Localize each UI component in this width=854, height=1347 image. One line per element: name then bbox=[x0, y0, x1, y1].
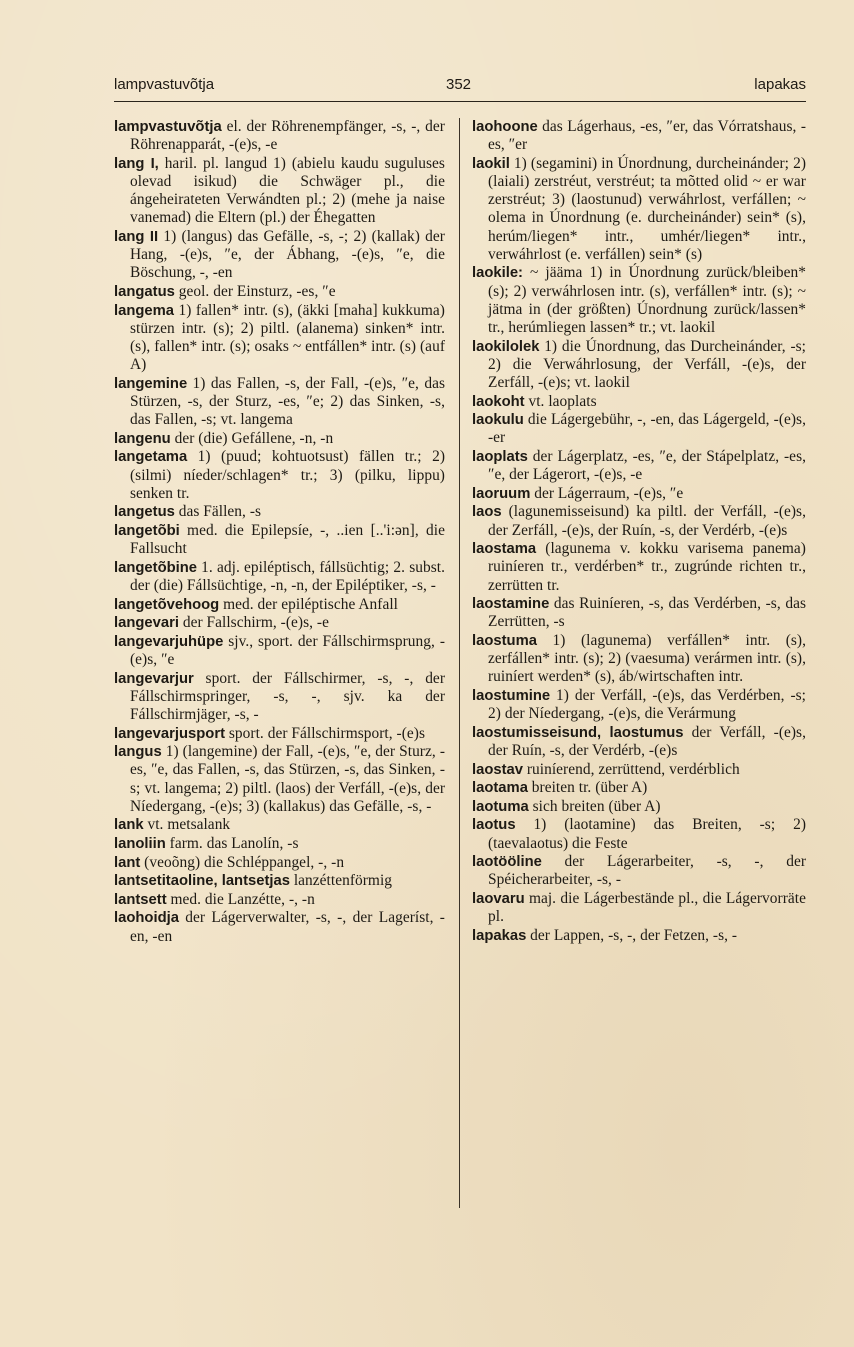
entry-headword: lampvastuvõtja bbox=[114, 119, 222, 135]
dictionary-entry bbox=[114, 283, 445, 301]
entry-text: der (die) Gefállene, -n, -n bbox=[174, 429, 334, 447]
entry-text: 1) (langemine) der Fall, -(e)s, ″e, der Sturz, -es, ″e, das Fallen, -s, das Stürzen, -s, das Sinken, -s; vt. langema; 2) piltl. (laos) der Verfáll, -(e)s, der Níedergang, -(e)s; 3) (kallakus) das Gefälle, -s, - bbox=[130, 743, 445, 815]
entry-text: der Lágerverwalter, -s, -, der Lageríst, -en, -en bbox=[130, 909, 445, 945]
entry-text: 1) (segamini) in Únordnung, durcheinánder; 2) (laiali) zerstréut, verstréut; ta mõtted olid ~ er war zerstréut; 3) (laostunud) verwáhrlost, verfállen; ~ olema in Únordnung (e. durcheinánder) sein* (s), herúm/liegen* intr., umhér/liegen* intr., verwáhrlost (e. verfállen) sein* (s) bbox=[488, 154, 806, 263]
dictionary-entry bbox=[472, 393, 806, 411]
entry-text: 1) (langus) das Gefälle, -s, -; 2) (kallak) der Hang, -(e)s, ″e, der Ábhang, -(e)s, ″e, die Böschung, -, -en bbox=[130, 228, 445, 282]
dictionary-entry bbox=[472, 485, 806, 503]
entry-text: geol. der Einsturz, -es, ″e bbox=[178, 283, 336, 300]
entry-text: 1. adj. epiléptisch, fállsüchtig; 2. subst. der (die) Fállsüchtige, -n, -n, der Epiléptiker, -s, - bbox=[130, 558, 445, 594]
entry-text: med. der epiléptische Anfall bbox=[223, 595, 399, 613]
entry-text: sport. der Fállschirmer, -s, -, der Fállschirmspringer, -s, -, sjv. ka der Fállschirmjäger, -s, - bbox=[130, 669, 445, 723]
dictionary-entry bbox=[472, 118, 806, 154]
entry-text: sjv., sport. der Fállschirmsprung, -(e)s, ″e bbox=[130, 632, 445, 668]
entry-headword: langetus bbox=[114, 504, 175, 521]
dictionary-entry bbox=[114, 872, 445, 890]
dictionary-entry bbox=[114, 725, 445, 743]
entry-text: der Verfáll, -(e)s, der Ruín, -s, der Verdérb, -(e)s bbox=[488, 723, 806, 759]
entry-headword: langemine bbox=[114, 375, 188, 392]
entry-text: ruiníerend, zerrüttend, verdérblich bbox=[526, 760, 740, 778]
entry-headword: laokulu bbox=[472, 412, 524, 429]
entry-text: der Lágerarbeiter, -s, -, der Spéicherarbeiter, -s, - bbox=[488, 853, 806, 889]
entry-headword: langetama bbox=[114, 449, 188, 466]
entry-headword: langevarjusport bbox=[114, 725, 226, 742]
entry-text: der Lágerraum, -(e)s, ″e bbox=[534, 484, 684, 502]
entry-text: 1) (laotamine) das Breiten, -s; 2) (taevalaotus) die Feste bbox=[488, 816, 806, 852]
entry-text: haril. pl. langud 1) (abielu kaudu suguluses olevad isikud) die Schwäger pl., die ángeheirateten Verwándten pl.; 2) (mehe ja naise vanemad) die Eltern (pl.) der Éhegatten bbox=[130, 154, 445, 227]
entry-text: vt. laoplats bbox=[528, 392, 597, 410]
dictionary-entry bbox=[114, 854, 445, 872]
dictionary-entry bbox=[472, 411, 806, 447]
entry-text: der Lappen, -s, -, der Fetzen, -s, - bbox=[530, 926, 738, 944]
entry-text: maj. die Lágerbestände pl., die Lágervorräte pl. bbox=[488, 889, 806, 926]
entry-headword: laos bbox=[472, 504, 502, 521]
dictionary-entry bbox=[114, 503, 445, 521]
dictionary-entry bbox=[114, 670, 445, 725]
entry-text: med. die Epilepsíe, -, ..ien [..'i:ən], die Fallsucht bbox=[130, 521, 445, 558]
entry-text: vt. metsalank bbox=[147, 816, 231, 834]
entry-text: 1) die Únordnung, das Durcheinánder, -s; 2) die Verwáhrlosung, der Verfáll, -(e)s, der Zerfáll, -(e)s; vt. laokil bbox=[488, 337, 806, 392]
dictionary-entry bbox=[114, 118, 445, 154]
dictionary-entry bbox=[472, 503, 806, 539]
entry-headword: lang II bbox=[114, 229, 159, 245]
dictionary-entry bbox=[114, 614, 445, 632]
entry-text: 1) der Verfáll, -(e)s, das Verdérben, -s; 2) der Níedergang, -(e)s, die Verármung bbox=[488, 686, 806, 723]
left-guide-word: lampvastuvõtja bbox=[114, 76, 215, 93]
entry-headword: laohoone bbox=[472, 119, 538, 135]
dictionary-entry bbox=[472, 779, 806, 797]
entry-headword: laokil bbox=[472, 155, 510, 172]
dictionary-entry bbox=[114, 835, 445, 853]
entry-headword: langenu bbox=[114, 430, 171, 447]
dictionary-entry bbox=[114, 430, 445, 448]
dictionary-entry bbox=[114, 816, 445, 834]
entry-text: das Fällen, -s bbox=[178, 503, 262, 521]
entry-text: das Lágerhaus, -es, ″er, das Vórratshaus, -es, ″er bbox=[488, 118, 806, 154]
entry-headword: laostumine bbox=[472, 687, 551, 704]
dictionary-entry bbox=[114, 302, 445, 375]
entry-text: el. der Röhrenempfänger, -s, -, der Röhrenapparát, -(e)s, -e bbox=[130, 118, 445, 154]
dictionary-entry bbox=[472, 890, 806, 926]
entry-text: (lagunema v. kokku varisema panema) ruiníeren tr., verdérben* tr., zugrúnde richten tr., zerrütten tr. bbox=[488, 540, 806, 594]
entry-headword: laotööline bbox=[472, 854, 542, 871]
entry-headword: laovaru bbox=[472, 890, 525, 907]
entry-headword: langevari bbox=[114, 615, 179, 632]
left-column bbox=[114, 118, 445, 946]
dictionary-entry bbox=[114, 155, 445, 228]
header-rule bbox=[114, 101, 806, 102]
dictionary-entry bbox=[472, 816, 806, 852]
dictionary-entry bbox=[472, 724, 806, 760]
entry-text: die Lágergebühr, -, -en, das Lágergeld, -(e)s, -er bbox=[488, 411, 806, 447]
entry-headword: langetõvehoog bbox=[114, 596, 220, 613]
entry-headword: langevarjuhüpe bbox=[114, 633, 224, 650]
entry-headword: langatus bbox=[114, 284, 175, 300]
entry-headword: laokoht bbox=[472, 393, 525, 410]
dictionary-entry bbox=[472, 761, 806, 779]
entry-headword: laotama bbox=[472, 780, 528, 797]
dictionary-entry bbox=[114, 559, 445, 595]
entry-headword: lapakas bbox=[472, 927, 527, 944]
entry-text: das Ruiníeren, -s, das Verdérben, -s, das Zerrütten, -s bbox=[488, 595, 806, 631]
entry-text: med. die Lanzétte, -, -n bbox=[170, 890, 315, 908]
dictionary-entry bbox=[114, 228, 445, 283]
dictionary-entry bbox=[472, 853, 806, 889]
entry-headword: laotus bbox=[472, 817, 516, 834]
column-divider bbox=[459, 118, 460, 1208]
entry-headword: laostamine bbox=[472, 596, 550, 613]
entry-text: der Fallschirm, -(e)s, -e bbox=[182, 614, 329, 632]
entry-headword: lant bbox=[114, 854, 141, 871]
entry-headword: laohoidja bbox=[114, 910, 179, 927]
dictionary-entry bbox=[472, 632, 806, 687]
dictionary-entry bbox=[114, 633, 445, 669]
entry-text: 1) (puud; kohtuotsust) fällen tr.; 2) (silmi) níeder/schlagen* tr.; 3) (pilku, lippu) senken tr. bbox=[130, 448, 445, 502]
entry-headword: langetõbine bbox=[114, 559, 198, 576]
entry-text: breiten tr. (über A) bbox=[531, 779, 648, 797]
entry-text: sport. der Fállschirmsport, -(e)s bbox=[228, 724, 426, 742]
entry-headword: laokilolek bbox=[472, 338, 540, 355]
right-column bbox=[472, 118, 806, 945]
entry-headword: lank bbox=[114, 817, 144, 834]
entry-text: der Lágerplatz, -es, ″e, der Stápelplatz, -es, ″e, der Lágerort, -(e)s, -e bbox=[488, 448, 806, 484]
entry-headword: langema bbox=[114, 302, 175, 319]
entry-headword: laostuma bbox=[472, 632, 537, 649]
dictionary-entry bbox=[472, 927, 806, 945]
dictionary-entry bbox=[114, 909, 445, 945]
dictionary-entry bbox=[472, 338, 806, 393]
entry-text: ~ jääma 1) in Únordnung zurück/bleiben* (s); 2) verwáhrlosen intr. (s), verfállen* intr. (s); ~ jätma in (der größten) Únordnung zurück/lassen* tr., herúmliegen lassen* tr.; vt. laokil bbox=[488, 264, 806, 337]
entry-headword: lang I, bbox=[114, 155, 159, 172]
entry-text: 1) (lagunema) verfállen* intr. (s), zerfállen* intr. (s); 2) (vaesuma) verármen intr. (s), ruiníert werden* (s), áb/wirtschaften intr. bbox=[488, 631, 806, 686]
entry-headword: laostav bbox=[472, 761, 523, 778]
entry-headword: langus bbox=[114, 744, 162, 761]
dictionary-entry bbox=[114, 522, 445, 558]
dictionary-entry bbox=[472, 798, 806, 816]
right-guide-word: lapakas bbox=[754, 76, 806, 93]
dictionary-entry bbox=[472, 540, 806, 595]
dictionary-entry bbox=[114, 743, 445, 816]
entry-text: sich breiten (über A) bbox=[532, 797, 661, 815]
dictionary-entry bbox=[114, 375, 445, 430]
dictionary-entry bbox=[472, 155, 806, 264]
entry-headword: langevarjur bbox=[114, 670, 194, 687]
entry-text: 1) das Fallen, -s, der Fall, -(e)s, ″e, das Stürzen, -s, der Sturz, -es, ″e; 2) das Sinken, -s, das Fallen, -s; vt. langema bbox=[130, 374, 445, 429]
entry-text: lanzéttenförmig bbox=[293, 872, 393, 890]
page-number: 352 bbox=[446, 76, 472, 93]
entry-headword: langetõbi bbox=[114, 522, 180, 539]
dictionary-entry bbox=[472, 264, 806, 337]
entry-headword: laokile: bbox=[472, 265, 523, 282]
entry-headword: laostumisseisund, laostumus bbox=[472, 724, 684, 741]
entry-text: (veoõng) die Schléppangel, -, -n bbox=[144, 853, 345, 871]
dictionary-entry bbox=[114, 596, 445, 614]
entry-headword: laotuma bbox=[472, 798, 529, 815]
entry-text: 1) fallen* intr. (s), (äkki [maha] kukkuma) stürzen intr. (s); 2) piltl. (alanema) sinken* intr. (s), fallen* intr. (s); osaks ~ entfállen* intr. (s) (auf A) bbox=[130, 301, 445, 374]
dictionary-entry bbox=[472, 687, 806, 723]
dictionary-entry bbox=[472, 595, 806, 631]
entry-headword: laostama bbox=[472, 541, 537, 558]
entry-headword: lantsett bbox=[114, 891, 167, 908]
dictionary-entry bbox=[472, 448, 806, 484]
entry-text: (lagunemisseisund) ka piltl. der Verfáll, -(e)s, der Zerfáll, -(e)s, der Ruín, -s, der Verdérb, -(e)s bbox=[488, 503, 806, 539]
entry-headword: laoruum bbox=[472, 485, 531, 502]
entry-text: farm. das Lanolín, -s bbox=[169, 834, 299, 852]
dictionary-entry bbox=[114, 891, 445, 909]
dictionary-entry bbox=[114, 448, 445, 503]
entry-headword: laoplats bbox=[472, 449, 528, 465]
page-header bbox=[114, 74, 806, 98]
entry-headword: lanoliin bbox=[114, 835, 166, 852]
entry-headword: lantsetitaoline, lantsetjas bbox=[114, 873, 290, 890]
